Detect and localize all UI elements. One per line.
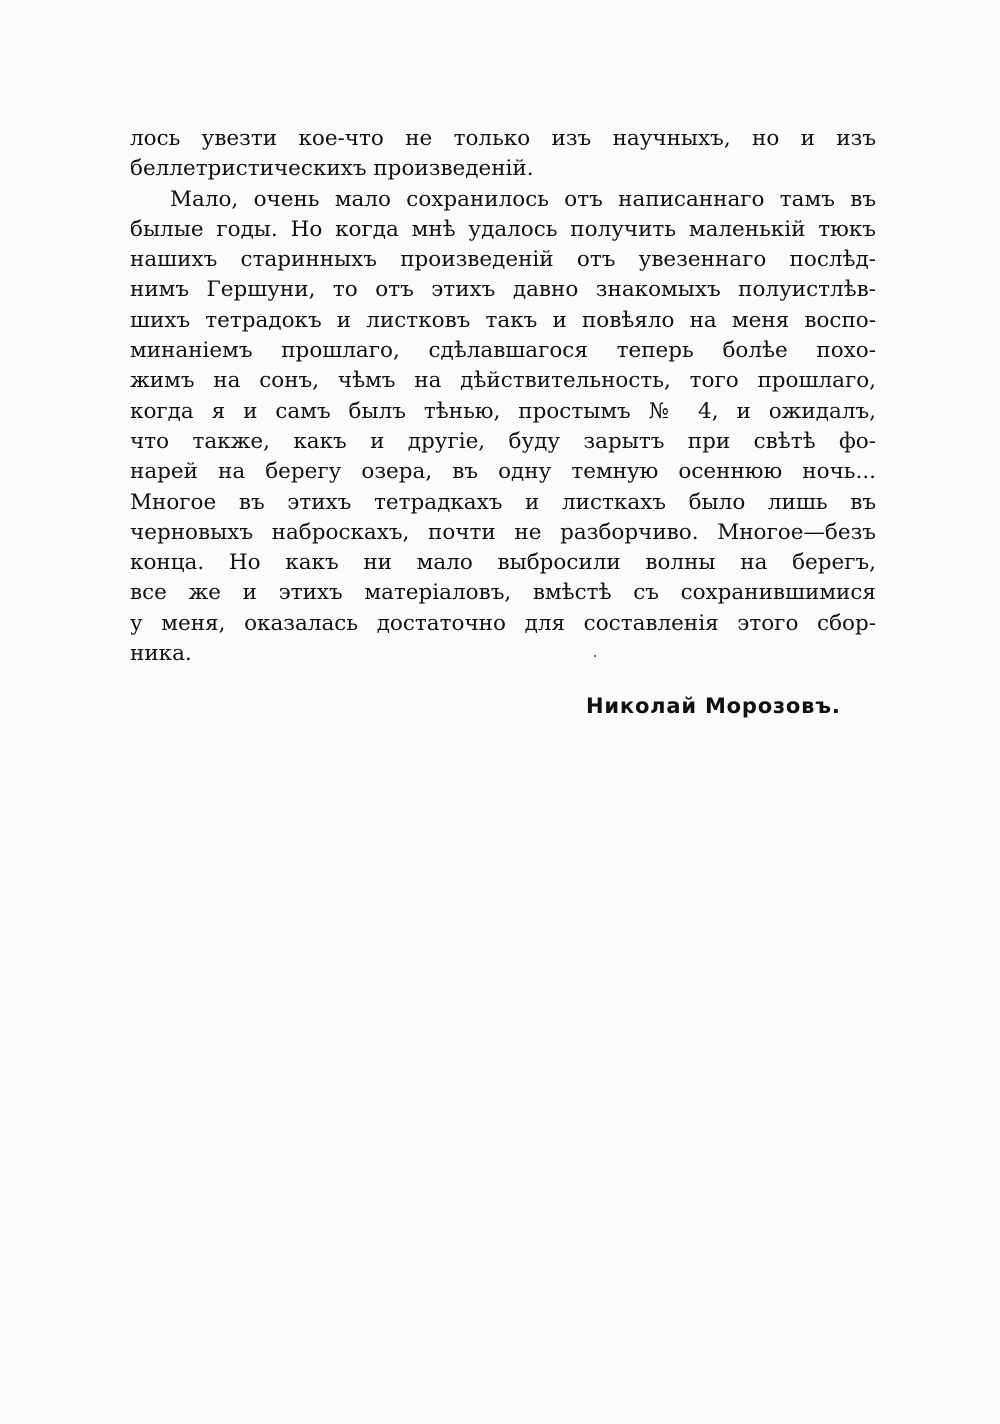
text-line: все же и этихъ матеріаловъ, вмѣстѣ съ сохранившимися [130, 580, 876, 606]
text-line: беллетристическихъ произведеній. [130, 156, 534, 182]
text-line: что также, какъ и другіе, буду зарытъ при свѣтѣ фо- [130, 428, 876, 454]
text-line: шихъ тетрадокъ и листковъ такъ и повѣяло на меня воспо- [130, 307, 876, 333]
text-line: Мало, очень мало сохранилось отъ написаннаго тамъ въ [170, 186, 876, 212]
text-line: лось увезти кое-что не только изъ научныхъ, но и изъ [130, 126, 876, 151]
author-signature: Николай Морозовъ. [586, 694, 841, 718]
text-line: жимъ на сонъ, чѣмъ на дѣйствительность, того прошлаго, [130, 368, 876, 394]
text-line: черновыхъ наброскахъ, почти не разборчиво. Многое—безъ [130, 519, 876, 545]
text-line: ника. [130, 641, 192, 667]
text-line: былые годы. Но когда мнѣ удалось получить маленькій тюкъ [130, 216, 876, 242]
text-line: минаніемъ прошлаго, сдѣлавшагося теперь болѣе похо- [130, 338, 876, 364]
text-line: Многое въ этихъ тетрадкахъ и листкахъ было лишь въ [130, 489, 876, 515]
text-line: у меня, оказалась достаточно для составленія этого сбор- [130, 610, 876, 636]
text-line: конца. Но какъ ни мало выбросили волны на берегъ, [130, 550, 876, 576]
text-line: нашихъ старинныхъ произведеній отъ увезеннаго послѣд- [130, 247, 876, 273]
text-line: когда я и самъ былъ тѣнью, простымъ № 4, и ожидалъ, [130, 398, 876, 424]
body-text [130, 124, 876, 669]
ink-speck [594, 655, 596, 657]
text-line: нарей на берегу озера, въ одну темную осеннюю ночь... [130, 459, 876, 485]
text-line: нимъ Гершуни, то отъ этихъ давно знакомыхъ полуистлѣв- [130, 277, 876, 303]
